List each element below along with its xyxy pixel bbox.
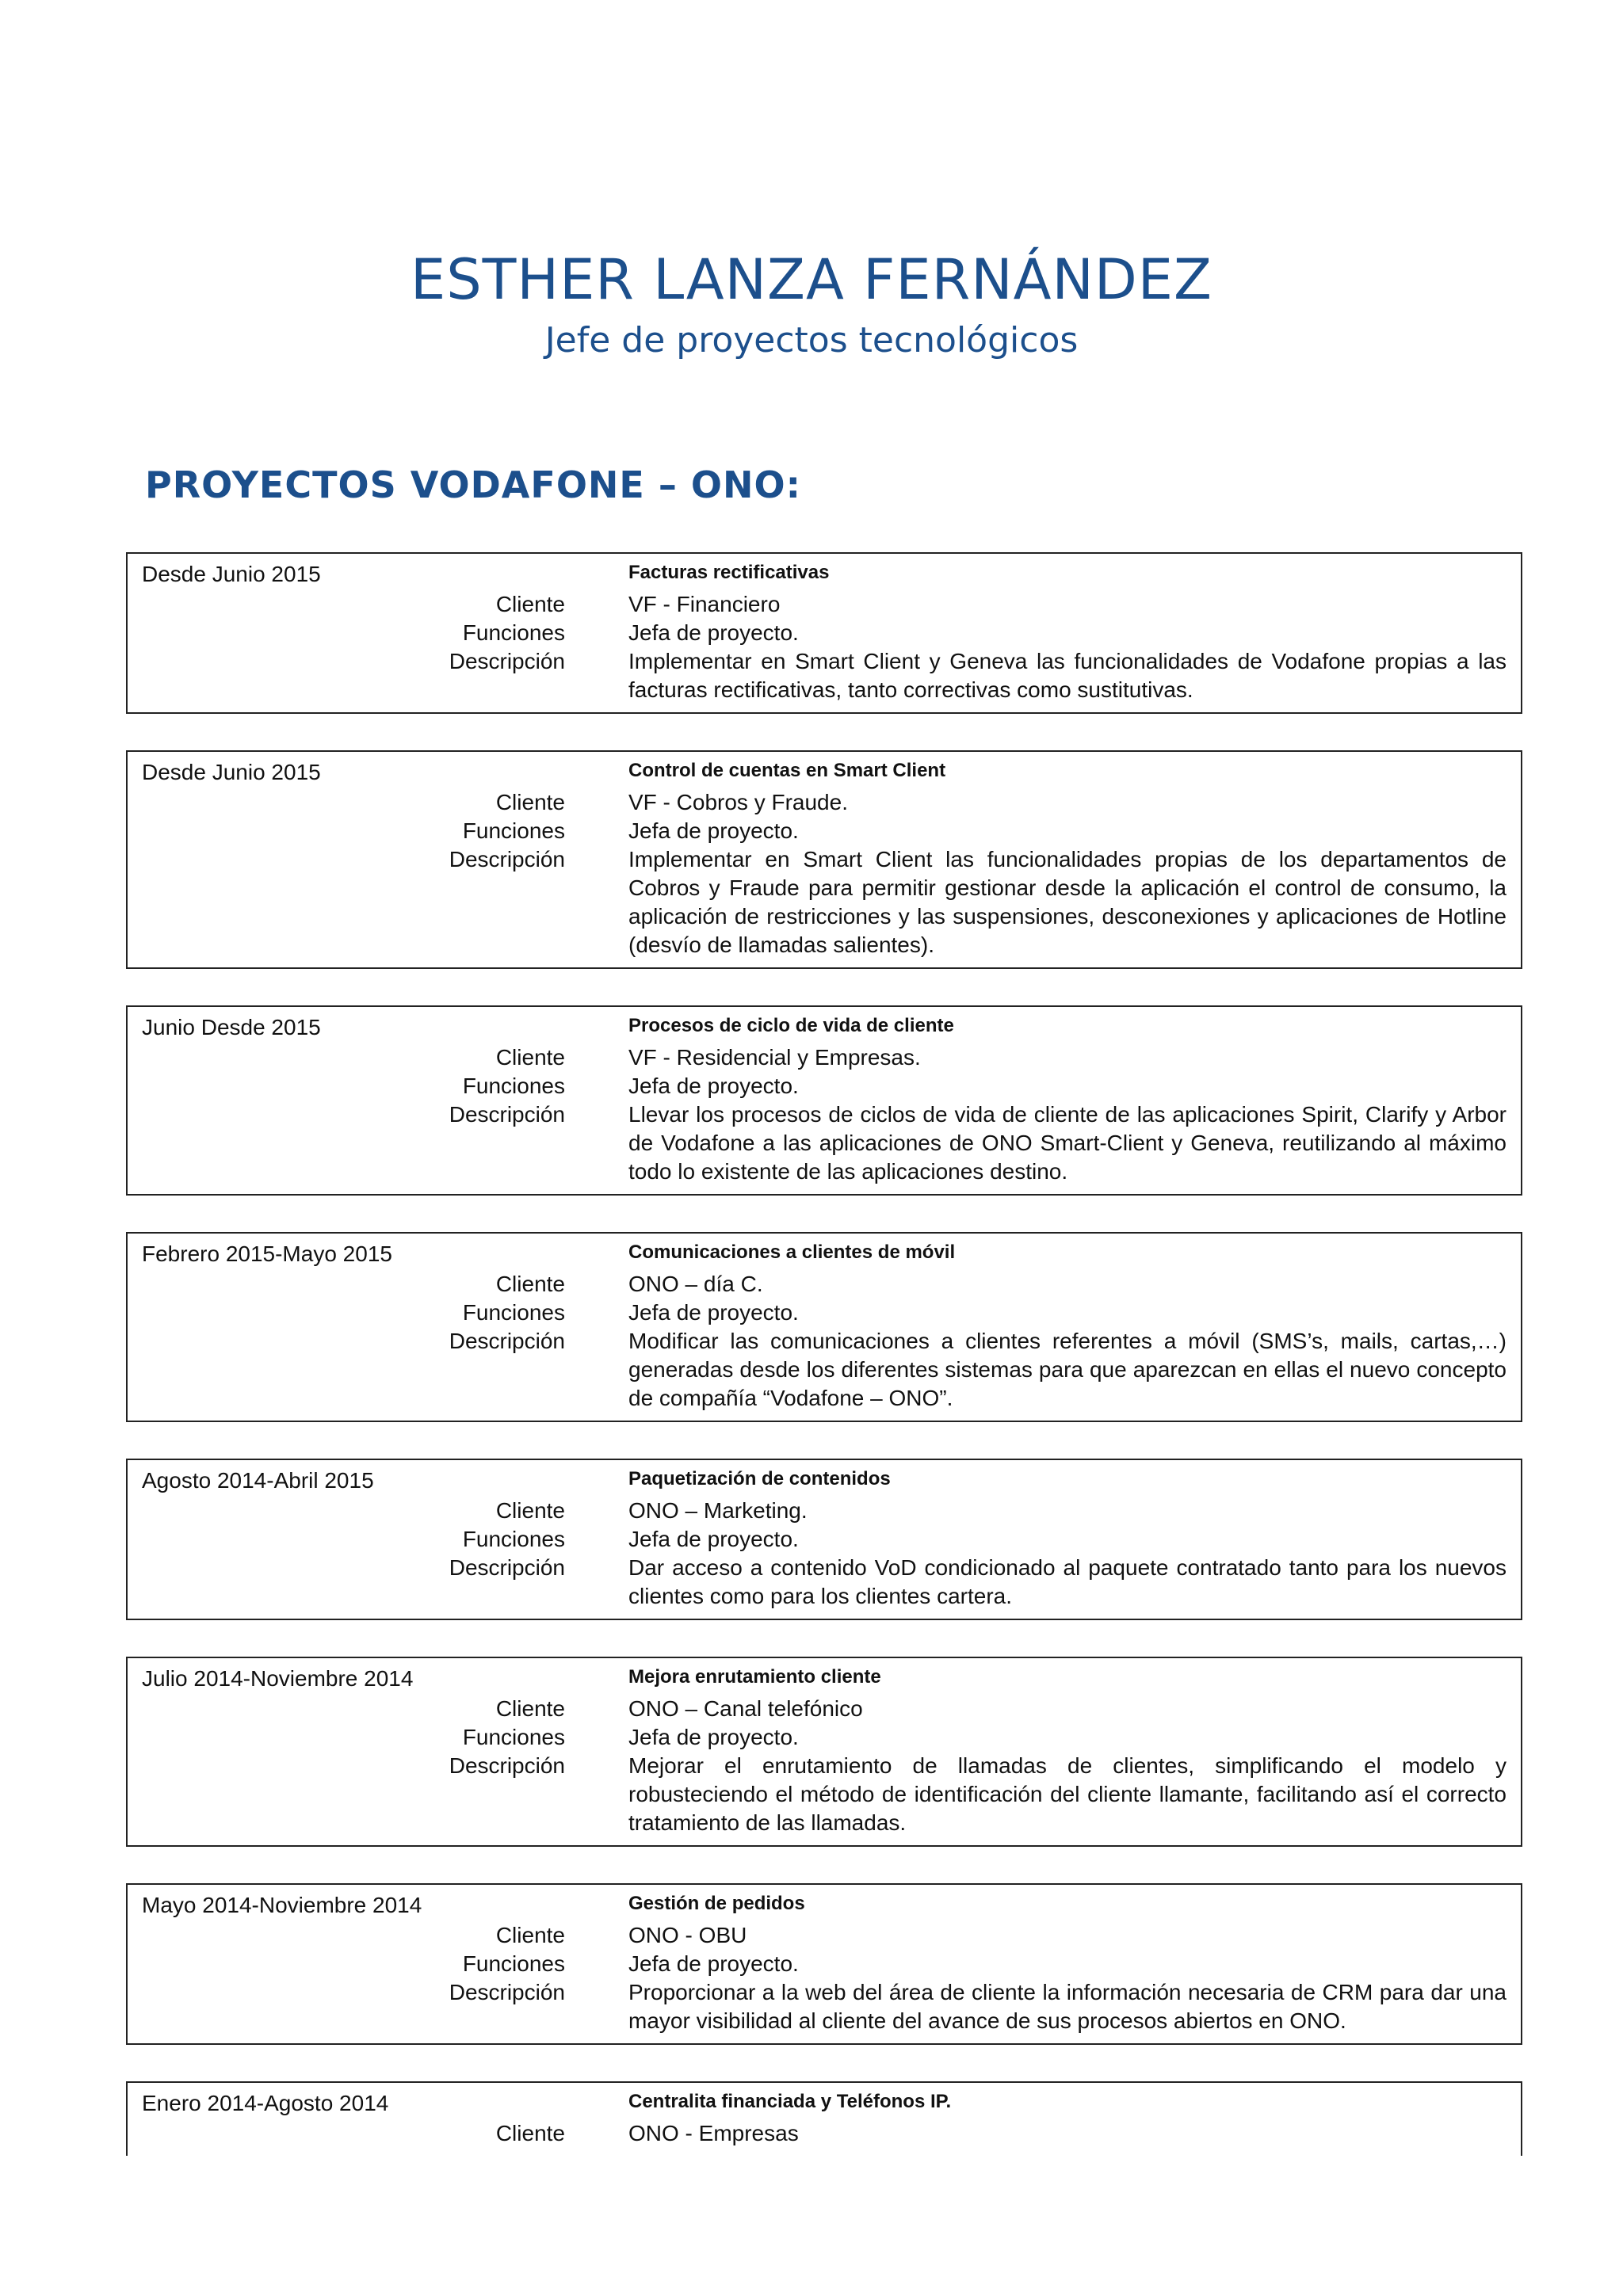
project-title: Centralita financiada y Teléfonos IP. xyxy=(628,2091,952,2112)
funciones-label: Funciones xyxy=(462,1951,565,1976)
project-card xyxy=(126,1883,1522,2045)
project-card xyxy=(126,2081,1522,2156)
project-card xyxy=(126,1232,1522,1422)
descripcion-value: Dar acceso a contenido VoD condicionado al paquete contratado tanto para los nuevos clientes como para los clientes cartera. xyxy=(628,1555,1507,1608)
cliente-label: Cliente xyxy=(495,1696,565,1721)
person-role: Jefe de proyectos tecnológicos xyxy=(544,320,1079,360)
descripcion-value: Implementar en Smart Client las funcionalidades propias de los departamentos de Cobros y Fraude para permitir gestionar desde la aplicación el control de consumo, la aplicación de restricciones y las suspensiones, desconexiones y aplicaciones de Hotline (desvío de llamadas salientes). xyxy=(628,847,1507,957)
cv-header xyxy=(0,247,1623,360)
cliente-value: VF - Financiero xyxy=(628,592,781,616)
descripcion-value: Proporcionar a la web del área de cliente la información necesaria de CRM para dar una mayor visibilidad al cliente del avance de sus procesos abiertos en ONO. xyxy=(628,1980,1507,2033)
project-period: Junio Desde 2015 xyxy=(142,1015,321,1039)
funciones-label: Funciones xyxy=(462,818,565,843)
funciones-value: Jefa de proyecto. xyxy=(628,1951,799,1976)
person-name: ESTHER LANZA FERNÁNDEZ xyxy=(411,247,1212,312)
project-title: Facturas rectificativas xyxy=(628,562,830,583)
project-title: Control de cuentas en Smart Client xyxy=(628,760,946,781)
section-title: PROYECTOS VODAFONE – ONO: xyxy=(145,463,801,506)
project-title: Paquetización de contenidos xyxy=(628,1468,891,1489)
funciones-label: Funciones xyxy=(462,620,565,645)
project-period: Julio 2014-Noviembre 2014 xyxy=(142,1666,414,1691)
cliente-value: ONO – día C. xyxy=(628,1272,763,1296)
descripcion-label: Descripción xyxy=(449,847,565,871)
cliente-label: Cliente xyxy=(495,2121,565,2145)
project-card xyxy=(126,1459,1522,1620)
funciones-label: Funciones xyxy=(462,1725,565,1749)
cliente-value: ONO - OBU xyxy=(628,1923,747,1947)
descripcion-label: Descripción xyxy=(449,1555,565,1580)
descripcion-label: Descripción xyxy=(449,1329,565,1353)
project-period: Febrero 2015-Mayo 2015 xyxy=(142,1241,392,1266)
project-title: Mejora enrutamiento cliente xyxy=(628,1666,881,1688)
project-period: Desde Junio 2015 xyxy=(142,562,321,586)
cliente-label: Cliente xyxy=(495,1272,565,1296)
cliente-value: ONO – Marketing. xyxy=(628,1498,808,1523)
funciones-label: Funciones xyxy=(462,1300,565,1325)
cliente-label: Cliente xyxy=(495,790,565,814)
project-title: Gestión de pedidos xyxy=(628,1893,805,1914)
cliente-value: VF - Cobros y Fraude. xyxy=(628,790,848,814)
cliente-label: Cliente xyxy=(495,1045,565,1070)
project-period: Enero 2014-Agosto 2014 xyxy=(142,2091,389,2115)
funciones-label: Funciones xyxy=(462,1527,565,1551)
descripcion-label: Descripción xyxy=(449,1753,565,1778)
descripcion-label: Descripción xyxy=(449,649,565,673)
descripcion-value: Modificar las comunicaciones a clientes referentes a móvil (SMS’s, mails, cartas,…) generadas desde los diferentes sistemas para que aparezcan en ellas el nuevo concepto de compañía “Vodafone – ONO”. xyxy=(628,1329,1507,1410)
descripcion-value: Implementar en Smart Client y Geneva las funcionalidades de Vodafone propias a las facturas rectificativas, tanto correctivas como sustitutivas. xyxy=(628,649,1507,702)
descripcion-value: Llevar los procesos de ciclos de vida de cliente de las aplicaciones Spirit, Clarify y Arbor de Vodafone a las aplicaciones de ONO Smart-Client y Geneva, reutilizando al máximo todo lo existente de las aplicaciones destino. xyxy=(628,1102,1507,1184)
funciones-label: Funciones xyxy=(462,1074,565,1098)
project-card xyxy=(126,750,1522,969)
funciones-value: Jefa de proyecto. xyxy=(628,620,799,645)
project-card xyxy=(126,552,1522,714)
cliente-value: ONO - Empresas xyxy=(628,2121,799,2145)
descripcion-label: Descripción xyxy=(449,1980,565,2004)
cliente-label: Cliente xyxy=(495,592,565,616)
project-card xyxy=(126,1657,1522,1847)
project-title: Procesos de ciclo de vida de cliente xyxy=(628,1015,954,1036)
cliente-value: VF - Residencial y Empresas. xyxy=(628,1045,921,1070)
descripcion-value: Mejorar el enrutamiento de llamadas de clientes, simplificando el modelo y robusteciendo el método de identificación del cliente llamante, facilitando así el correcto tratamiento de las llamadas. xyxy=(628,1753,1507,1835)
project-period: Agosto 2014-Abril 2015 xyxy=(142,1468,374,1493)
project-card xyxy=(126,1005,1522,1196)
funciones-value: Jefa de proyecto. xyxy=(628,1527,799,1551)
funciones-value: Jefa de proyecto. xyxy=(628,1074,799,1098)
project-list xyxy=(126,552,1522,2156)
funciones-value: Jefa de proyecto. xyxy=(628,1725,799,1749)
cliente-label: Cliente xyxy=(495,1498,565,1523)
funciones-value: Jefa de proyecto. xyxy=(628,818,799,843)
funciones-value: Jefa de proyecto. xyxy=(628,1300,799,1325)
descripcion-label: Descripción xyxy=(449,1102,565,1127)
cliente-label: Cliente xyxy=(495,1923,565,1947)
project-period: Desde Junio 2015 xyxy=(142,760,321,784)
cliente-value: ONO – Canal telefónico xyxy=(628,1696,863,1721)
project-period: Mayo 2014-Noviembre 2014 xyxy=(142,1893,422,1917)
project-title: Comunicaciones a clientes de móvil xyxy=(628,1241,956,1263)
